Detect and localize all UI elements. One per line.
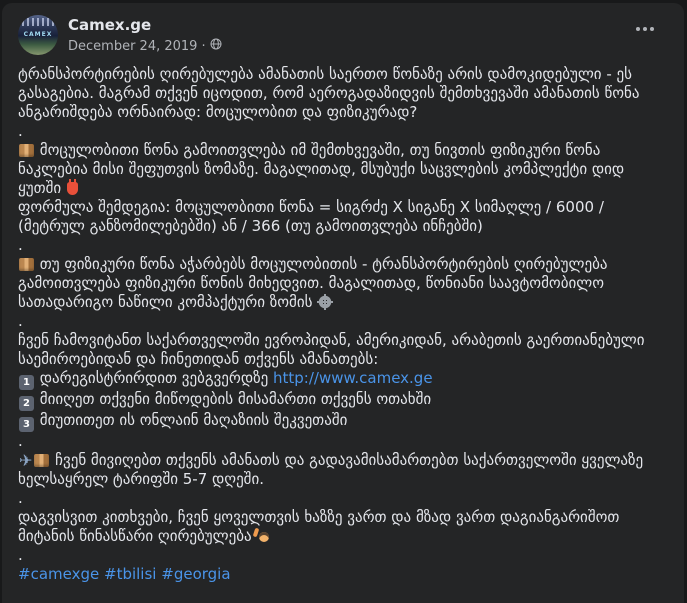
- options-dot: [636, 27, 640, 31]
- swimsuit-emoji: [67, 182, 78, 195]
- post-text: .: [18, 236, 23, 254]
- keycap-emoji: 1: [19, 375, 34, 390]
- post-text: დარეგისტრირდით ვებგვერდზე: [35, 369, 273, 387]
- keycap-emoji: 3: [19, 417, 34, 432]
- post-text: .: [18, 432, 23, 450]
- post-header: [2, 3, 684, 55]
- post-paragraph: [18, 369, 668, 390]
- post-text: ჩვენ მივიღებთ თქვენს ამანათს და გადავამისამართებთ საქართველოში ყველაზე ხელსაყრელ ტარიფში 5-7 დღეში.: [18, 451, 644, 488]
- avatar-logo-text: CAMEX: [23, 31, 53, 38]
- gear-emoji: [318, 295, 332, 309]
- post-paragraph: [18, 198, 668, 236]
- post-text: მიუთითეთ ის ონლაინ მაღაზიის შეკვეთაში: [35, 411, 348, 429]
- post-paragraph: [18, 432, 668, 451]
- post-text: თუ ფიზიკური წონა აჭარბებს მოცულობითის - ტრანსპორტირების ღირებულება გამოითვლება ფიზიკური წონის მიხედვით. მაგალითად, წონიანი საავტომობილო სათადარიგო ნაწილი კომპაქტური ზომის: [18, 255, 608, 311]
- package-emoji: [19, 144, 34, 157]
- post-text: .: [18, 312, 23, 330]
- post-text: .: [18, 546, 23, 564]
- page-name-link[interactable]: Camex.ge: [68, 16, 152, 34]
- hashtag-link[interactable]: #tbilisi: [104, 565, 157, 583]
- raising-hand-emoji: [253, 528, 269, 543]
- post-paragraph: [18, 236, 668, 255]
- post-paragraph: [18, 565, 668, 584]
- post-link[interactable]: http://www.camex.ge: [273, 369, 433, 387]
- avatar[interactable]: [18, 15, 58, 55]
- post-paragraph: [18, 255, 668, 312]
- post-paragraph: [18, 411, 668, 432]
- package-emoji: [19, 258, 34, 271]
- airplane-emoji: ✈: [19, 451, 33, 470]
- post-text: მოცულობითი წონა გამოითვლება იმ შემთხვევაში, თუ ნივთის ფიზიკური წონა ნაკლებია მისი შეფუთვის ზომაზე. მაგალითად, მსუბუქი საცვლების კომპლექტი დიდ ყუთში: [18, 141, 625, 197]
- post-paragraph: [18, 312, 668, 331]
- keycap-emoji: 2: [19, 396, 34, 411]
- post-card: [2, 3, 684, 603]
- package-emoji: [34, 454, 49, 467]
- header-meta: [68, 15, 222, 55]
- post-text: მიიღეთ თქვენი მიწოდების მისამართი თქვენს ოთახში: [35, 390, 432, 408]
- public-audience-icon: [210, 38, 222, 55]
- post-paragraph: [18, 122, 668, 141]
- post-text: .: [18, 489, 23, 507]
- post-meta-row: [68, 38, 222, 55]
- post-text: დაგვისვით კითხვები, ჩვენ ყოველთვის ხაზზე ვართ და მზად ვართ დაგიანგარიშოთ მიტანის წინასწარი ღირებულება: [18, 508, 620, 545]
- post-text: ფორმულა შემდეგია: მოცულობითი წონა = სიგრძე X სიგანე X სიმაღლე / 6000 / (მეტრულ განზომილებებში) ან / 366 (თუ გამოითვლება ინჩებში): [18, 198, 604, 235]
- post-paragraph: [18, 65, 668, 122]
- options-dot: [650, 27, 654, 31]
- options-dot: [643, 27, 647, 31]
- meta-separator: ·: [201, 38, 206, 54]
- post-body: [2, 55, 684, 584]
- post-paragraph: [18, 451, 668, 489]
- timestamp[interactable]: December 24, 2019: [68, 38, 198, 54]
- hashtag-link[interactable]: #georgia: [161, 565, 231, 583]
- post-paragraph: [18, 508, 668, 546]
- post-text: ჩვენ ჩამოვიტანთ საქართველოში ევროპიდან, ამერიკიდან, არაბეთის გაერთიანებული საემიროებიდან და ჩინეთიდან თქვენს ამანათებს:: [18, 331, 645, 368]
- hashtag-link[interactable]: #camexge: [18, 565, 100, 583]
- post-options-button[interactable]: [630, 21, 660, 37]
- post-text: .: [18, 122, 23, 140]
- post-paragraph: [18, 141, 668, 198]
- post-paragraph: [18, 489, 668, 508]
- post-paragraph: [18, 546, 668, 565]
- post-paragraph: [18, 331, 668, 369]
- post-text: ტრანსპორტირების ღირებულება ამანათის საერთო წონაზე არის დამოკიდებული - ეს გასაგებია. მაგრამ თქვენ იცოდით, რომ აეროგადაზიდვის შემთხვევაში ამანათის წონა ანგარიშდება ორნაირად: მოცულობით და ფიზიკურად?: [18, 65, 640, 121]
- post-paragraph: [18, 390, 668, 411]
